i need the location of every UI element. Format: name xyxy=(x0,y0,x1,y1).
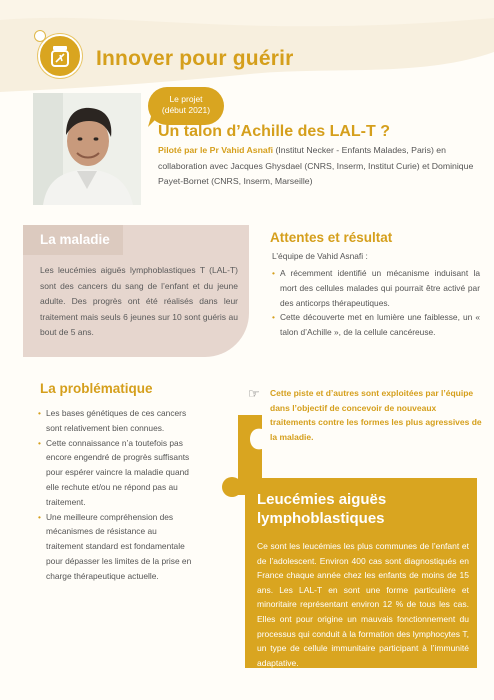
leucemies-text: Ce sont les leucémies les plus communes de l’enfant et de l’adolescent. Environ 400 cas sont diagnostiqués en France chaque année chez les enfants de moins de 15 ans. Les LAL-T en sont une forme particulière et minoritaire représentant environ 12 % de tous les cas. Elles ont pour origine un mauvais fonctionnement du processus qui conduit à la formation des lymphocytes T, un type de cellule immunitaire participant à l’immunité adaptative. xyxy=(257,541,469,668)
logo-dot-decoration xyxy=(34,30,46,42)
researcher-photo xyxy=(33,93,141,205)
callout-text: Cette piste et d’autres sont exploitées par l’équipe dans l’objectif de concevoir de nouveaux traitements contre les formes les plus agressives de la maladie. xyxy=(270,388,482,442)
project-description xyxy=(158,143,478,190)
bubble-date: (début 2021) xyxy=(161,105,211,115)
list-item: • Les bases génétiques de ces cancers sont relativement bien connues. xyxy=(40,406,192,436)
project-date-bubble xyxy=(148,87,224,125)
page-title: Innover pour guérir xyxy=(96,47,294,70)
leucemies-title: Leucémies aiguës lymphoblastiques xyxy=(257,491,387,527)
problematique-title: La problématique xyxy=(40,381,153,396)
list-item: • Cette connaissance n’a toutefois pas encore engendré de progrès suffisants pour espérer vaincre la maladie quand elle rechute et/ou ne répond pas au traitement. xyxy=(40,436,192,510)
project-lead: Piloté par le Pr Vahid Asnafi xyxy=(158,145,274,155)
list-item: • Une meilleure compréhension des mécanismes de résistance au traitement standard est fondamentale pour dépasser les limites de la prise en charge thérapeutique actuelle. xyxy=(40,510,192,584)
bubble-label: Le projet xyxy=(169,94,203,104)
project-title: Un talon d’Achille des LAL-T ? xyxy=(158,123,390,140)
attentes-list xyxy=(272,266,480,340)
maladie-title: La maladie xyxy=(40,232,110,247)
attentes-title: Attentes et résultat xyxy=(270,230,393,245)
problematique-list xyxy=(40,406,192,584)
project-collaborators: (Institut Necker - Enfants Malades, Paris) en collaboration avec Jacques Ghysdael (CNRS, Inserm, Institut Curie) et Dominique Payet-Bornet (CNRS, Inserm, Marseille) xyxy=(158,145,474,186)
maladie-text: Les leucémies aiguës lymphoblastiques T (LAL-T) sont des cancers du sang de l’enfant et du jeune adulte. Des progrès ont été réalisés dans leur traitement mais seuls 6 jeunes sur 10 sont guéris au bout de 5 ans. xyxy=(40,265,238,337)
list-item: • A récemment identifié un mécanisme induisant la mort des cellules malades qui pourrait être activé par des anticorps thérapeutiques. xyxy=(272,266,480,310)
attentes-intro: L’équipe de Vahid Asnafi : xyxy=(272,251,368,261)
medicine-logo-icon xyxy=(38,34,82,78)
pointing-hand-icon: ☞ xyxy=(248,386,260,401)
list-item: • Cette découverte met en lumière une faiblesse, un « talon d’Achille », de la cellule cancéreuse. xyxy=(272,310,480,340)
